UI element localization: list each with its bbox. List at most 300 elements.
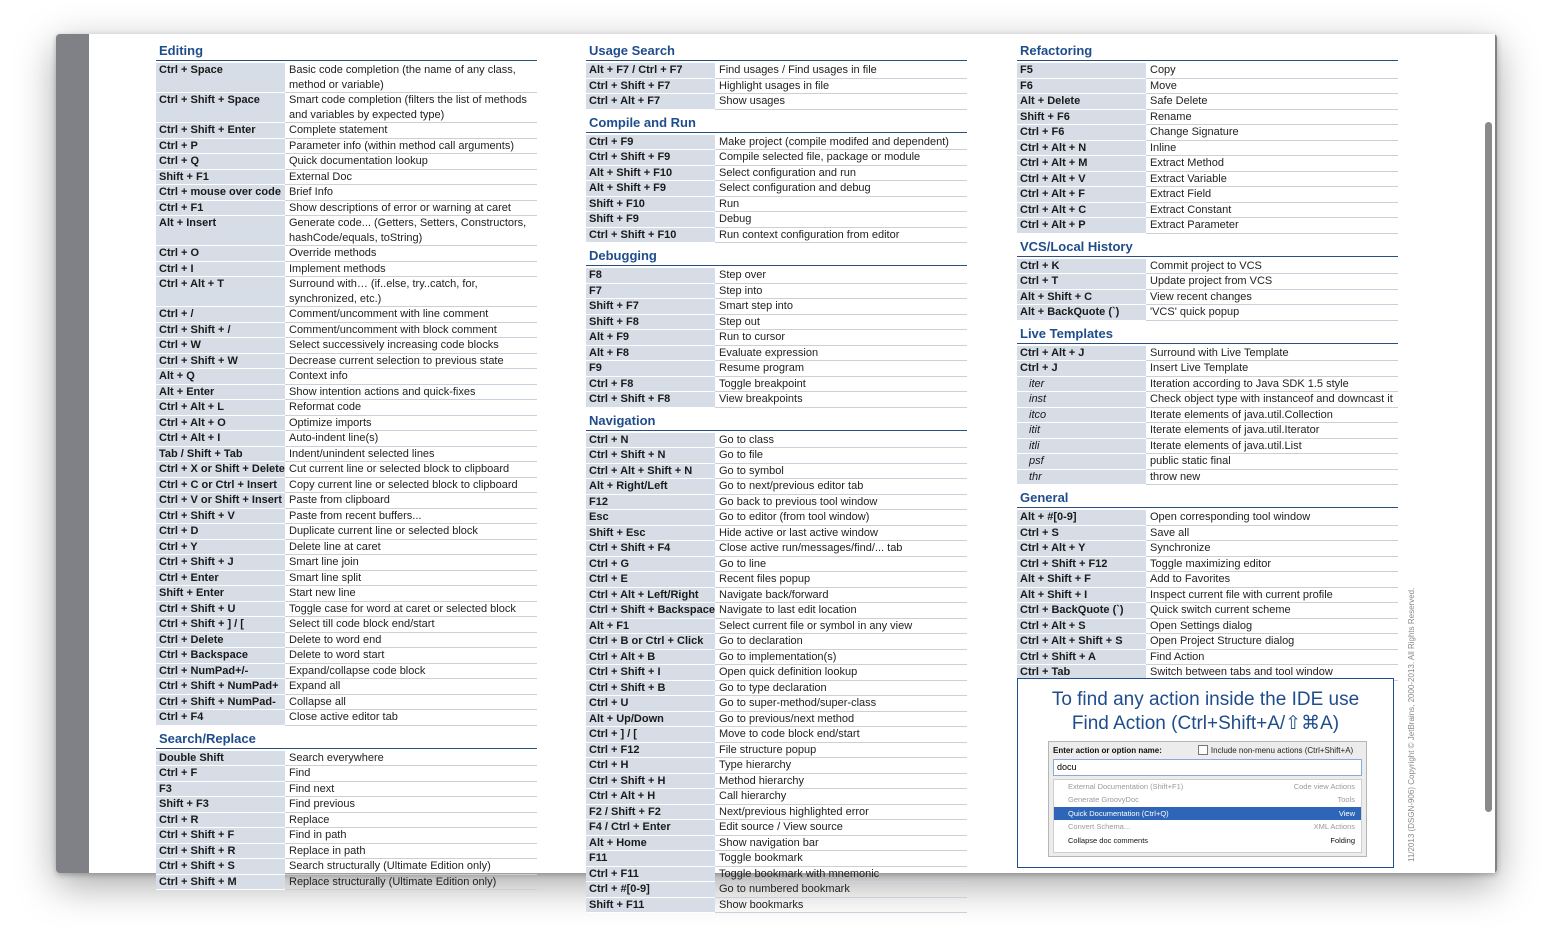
shortcut-row <box>586 197 967 213</box>
shortcut-row <box>586 346 967 362</box>
shortcut-row <box>1017 377 1398 393</box>
shortcut-description: Method hierarchy <box>715 774 967 790</box>
column-right <box>1017 42 1398 681</box>
shortcut-keys: thr <box>1017 470 1146 485</box>
shortcut-keys: Ctrl + H <box>586 758 715 773</box>
include-non-menu-checkbox[interactable] <box>1198 745 1208 755</box>
shortcut-row <box>156 431 537 447</box>
shortcut-description: Insert Live Template <box>1146 361 1398 377</box>
shortcut-keys: Ctrl + Alt + M <box>1017 156 1146 171</box>
shortcut-description: Context info <box>285 369 537 385</box>
shortcut-description: Type hierarchy <box>715 758 967 774</box>
shortcut-row <box>1017 305 1398 321</box>
checkbox-label: Include non-menu actions (Ctrl+Shift+A) <box>1210 745 1354 755</box>
shortcut-description: Iteration according to Java SDK 1.5 style <box>1146 377 1398 393</box>
shortcut-keys: Ctrl + Alt + F7 <box>586 94 715 109</box>
shortcut-description: Smart code completion (filters the list of methods and variables by expected type) <box>285 93 537 123</box>
shortcut-row <box>586 898 967 914</box>
shortcut-description: Iterate elements of java.util.Collection <box>1146 408 1398 424</box>
action-result-item[interactable] <box>1054 793 1361 806</box>
shortcut-description: Go to next/previous editor tab <box>715 479 967 495</box>
shortcut-row <box>156 416 537 432</box>
shortcut-keys: Ctrl + Alt + Shift + S <box>1017 634 1146 649</box>
shortcut-description: Show intention actions and quick-fixes <box>285 385 537 401</box>
shortcut-description: Show navigation bar <box>715 836 967 852</box>
shortcut-keys: F5 <box>1017 63 1146 78</box>
shortcut-keys: Ctrl + Shift + H <box>586 774 715 789</box>
shortcut-description: Extract Field <box>1146 187 1398 203</box>
shortcut-keys: Ctrl + Shift + F7 <box>586 79 715 94</box>
shortcut-description: Find previous <box>285 797 537 813</box>
shortcut-row <box>156 307 537 323</box>
shortcut-row <box>586 315 967 331</box>
shortcut-row <box>586 448 967 464</box>
shortcut-description: Parameter info (within method call arguments) <box>285 139 537 155</box>
shortcut-description: Quick documentation lookup <box>285 154 537 170</box>
shortcut-description: Select successively increasing code blocks <box>285 338 537 354</box>
action-result-item[interactable] <box>1054 780 1361 793</box>
shortcut-keys: Shift + F11 <box>586 898 715 913</box>
shortcut-description: Select current file or symbol in any view <box>715 619 967 635</box>
action-group: View <box>1338 808 1355 818</box>
shortcut-keys: Ctrl + N <box>586 433 715 448</box>
shortcut-description: Duplicate current line or selected block <box>285 524 537 540</box>
shortcut-description: Find <box>285 766 537 782</box>
shortcut-keys: Ctrl + #[0-9] <box>586 882 715 897</box>
shortcut-keys: Ctrl + Delete <box>156 633 285 648</box>
shortcut-description: Go to editor (from tool window) <box>715 510 967 526</box>
action-name: External Documentation (Shift+F1) <box>1068 782 1184 791</box>
shortcut-description: Complete statement <box>285 123 537 139</box>
shortcut-keys: Alt + Shift + F <box>1017 572 1146 587</box>
column-left <box>156 42 537 890</box>
shortcut-description: Change Signature <box>1146 125 1398 141</box>
shortcut-row <box>586 392 967 408</box>
shortcut-keys: Ctrl + F4 <box>156 710 285 725</box>
shortcut-keys: Shift + Esc <box>586 526 715 541</box>
shortcut-description: Run to cursor <box>715 330 967 346</box>
shortcut-description: Synchronize <box>1146 541 1398 557</box>
shortcut-keys: Ctrl + X or Shift + Delete <box>156 462 285 477</box>
shortcut-keys: Alt + Shift + C <box>1017 290 1146 305</box>
shortcut-keys: Ctrl + Alt + Left/Right <box>586 588 715 603</box>
shortcut-description: Replace <box>285 813 537 829</box>
shortcut-row <box>586 166 967 182</box>
shortcut-row <box>1017 526 1398 542</box>
shortcut-row <box>1017 572 1398 588</box>
shortcut-keys: Ctrl + S <box>1017 526 1146 541</box>
shortcut-row <box>586 805 967 821</box>
shortcut-keys: Ctrl + Shift + F8 <box>586 392 715 407</box>
shortcut-row <box>586 212 967 228</box>
shortcut-row <box>156 602 537 618</box>
action-group: Folding <box>1330 835 1355 845</box>
shortcut-row <box>156 323 537 339</box>
shortcut-row <box>1017 187 1398 203</box>
shortcut-description: Extract Constant <box>1146 203 1398 219</box>
shortcut-row <box>586 681 967 697</box>
shortcut-row <box>1017 259 1398 275</box>
shortcut-row <box>586 268 967 284</box>
shortcut-keys: Shift + F6 <box>1017 110 1146 125</box>
shortcut-row <box>586 665 967 681</box>
shortcut-keys: Ctrl + / <box>156 307 285 322</box>
shortcut-row <box>1017 541 1398 557</box>
shortcut-keys: Ctrl + Shift + I <box>586 665 715 680</box>
action-search-input[interactable]: docu <box>1053 759 1362 776</box>
shortcut-keys: Ctrl + Alt + V <box>1017 172 1146 187</box>
shortcut-row <box>156 201 537 217</box>
shortcut-row <box>1017 274 1398 290</box>
section-title: Live Templates <box>1017 325 1398 344</box>
shortcut-keys: Ctrl + Tab <box>1017 665 1146 680</box>
shortcut-keys: Ctrl + Shift + Space <box>156 93 285 122</box>
shortcut-row <box>156 400 537 416</box>
shortcut-keys: Ctrl + Backspace <box>156 648 285 663</box>
shortcut-description: Step out <box>715 315 967 331</box>
shortcut-row <box>156 555 537 571</box>
shortcut-row <box>156 813 537 829</box>
shortcut-description: Search everywhere <box>285 751 537 767</box>
section-title: Compile and Run <box>586 114 967 133</box>
shortcut-keys: Ctrl + Space <box>156 63 285 92</box>
shortcut-keys: Ctrl + ] / [ <box>586 727 715 742</box>
shortcut-row <box>1017 423 1398 439</box>
shortcut-row <box>1017 392 1398 408</box>
shortcut-description: Go to declaration <box>715 634 967 650</box>
action-result-item[interactable] <box>1054 820 1361 833</box>
shortcut-keys: Ctrl + Shift + Backspace <box>586 603 715 618</box>
shortcut-row <box>156 617 537 633</box>
shortcut-keys: itit <box>1017 423 1146 438</box>
shortcut-row <box>586 135 967 151</box>
shortcut-keys: F12 <box>586 495 715 510</box>
shortcut-description: Extract Variable <box>1146 172 1398 188</box>
shortcut-keys: itli <box>1017 439 1146 454</box>
shortcut-row <box>156 751 537 767</box>
action-result-item[interactable] <box>1054 834 1361 847</box>
shortcut-description: Evaluate expression <box>715 346 967 362</box>
shortcut-keys: Alt + Shift + F9 <box>586 181 715 196</box>
shortcut-keys: Ctrl + mouse over code <box>156 185 285 200</box>
shortcut-description: Safe Delete <box>1146 94 1398 110</box>
shortcut-keys: Alt + F9 <box>586 330 715 345</box>
shortcut-keys: Ctrl + F9 <box>586 135 715 150</box>
shortcut-description: View breakpoints <box>715 392 967 408</box>
shortcut-description: Replace in path <box>285 844 537 860</box>
shortcut-row <box>586 867 967 883</box>
shortcut-keys: Ctrl + Shift + M <box>156 875 285 890</box>
shortcut-description: Start new line <box>285 586 537 602</box>
shortcut-row <box>586 433 967 449</box>
shortcut-description: Check object type with instanceof and downcast it <box>1146 392 1398 408</box>
shortcut-keys: Ctrl + Shift + F12 <box>1017 557 1146 572</box>
shortcut-row <box>156 170 537 186</box>
promo-line-1: To find any action inside the IDE use <box>1051 689 1360 710</box>
scrollbar-thumb[interactable] <box>1485 122 1492 812</box>
shortcut-row <box>1017 557 1398 573</box>
shortcut-row <box>156 844 537 860</box>
shortcut-row <box>1017 79 1398 95</box>
shortcut-keys: Ctrl + F8 <box>586 377 715 392</box>
shortcut-keys: Ctrl + Y <box>156 540 285 555</box>
shortcut-row <box>156 93 537 123</box>
shortcut-row <box>156 875 537 891</box>
shortcut-keys: Ctrl + NumPad+/- <box>156 664 285 679</box>
shortcut-keys: F11 <box>586 851 715 866</box>
pdf-viewer-window <box>56 34 1497 911</box>
shortcut-keys: Ctrl + Shift + / <box>156 323 285 338</box>
shortcut-row <box>1017 603 1398 619</box>
shortcut-keys: Ctrl + F <box>156 766 285 781</box>
shortcut-keys: Ctrl + Shift + B <box>586 681 715 696</box>
shortcut-description: Commit project to VCS <box>1146 259 1398 275</box>
shortcut-keys: Shift + Enter <box>156 586 285 601</box>
shortcut-keys: Alt + Delete <box>1017 94 1146 109</box>
shortcut-row <box>586 228 967 244</box>
shortcut-keys: Ctrl + Shift + S <box>156 859 285 874</box>
shortcut-description: Switch between tabs and tool window <box>1146 665 1398 681</box>
shortcut-row <box>586 603 967 619</box>
shortcut-description: Move <box>1146 79 1398 95</box>
shortcut-row <box>1017 588 1398 604</box>
shortcut-keys: F7 <box>586 284 715 299</box>
shortcut-description: Open corresponding tool window <box>1146 510 1398 526</box>
shortcut-description: Show descriptions of error or warning at caret <box>285 201 537 217</box>
shortcut-row <box>156 246 537 262</box>
shortcut-row <box>1017 634 1398 650</box>
shortcut-description: Implement methods <box>285 262 537 278</box>
shortcut-row <box>1017 470 1398 486</box>
shortcut-keys: Shift + F3 <box>156 797 285 812</box>
shortcut-row <box>156 664 537 680</box>
shortcut-keys: Ctrl + P <box>156 139 285 154</box>
shortcut-row <box>586 851 967 867</box>
shortcut-row <box>586 727 967 743</box>
shortcut-row <box>1017 172 1398 188</box>
shortcut-keys: F6 <box>1017 79 1146 94</box>
shortcut-description: Surround with… (if..else, try..catch, for, synchronized, etc.) <box>285 277 537 307</box>
shortcut-row <box>1017 218 1398 234</box>
shortcut-keys: Shift + F9 <box>586 212 715 227</box>
shortcut-row <box>586 588 967 604</box>
shortcut-description: Surround with Live Template <box>1146 346 1398 362</box>
shortcut-description: Make project (compile modifed and dependent) <box>715 135 967 151</box>
shortcut-keys: Ctrl + J <box>1017 361 1146 376</box>
shortcut-description: Cut current line or selected block to clipboard <box>285 462 537 478</box>
shortcut-keys: F2 / Shift + F2 <box>586 805 715 820</box>
shortcut-keys: Shift + F1 <box>156 170 285 185</box>
shortcut-row <box>156 797 537 813</box>
shortcut-row <box>1017 650 1398 666</box>
shortcut-keys: Ctrl + Alt + S <box>1017 619 1146 634</box>
find-action-promo <box>1017 678 1394 868</box>
shortcut-row <box>156 447 537 463</box>
shortcut-row <box>156 782 537 798</box>
shortcut-keys: Ctrl + R <box>156 813 285 828</box>
shortcut-keys: Ctrl + Alt + I <box>156 431 285 446</box>
shortcut-row <box>156 679 537 695</box>
shortcut-description: View recent changes <box>1146 290 1398 306</box>
shortcut-row <box>1017 361 1398 377</box>
shortcut-description: Add to Favorites <box>1146 572 1398 588</box>
shortcut-description: Go to super-method/super-class <box>715 696 967 712</box>
shortcut-description: Indent/unindent selected lines <box>285 447 537 463</box>
shortcut-description: 'VCS' quick popup <box>1146 305 1398 321</box>
action-name: Generate GroovyDoc <box>1068 795 1139 805</box>
shortcut-keys: Ctrl + F12 <box>586 743 715 758</box>
shortcut-keys: Ctrl + F6 <box>1017 125 1146 140</box>
shortcut-description: Delete to word start <box>285 648 537 664</box>
shortcut-description: External Doc <box>285 170 537 186</box>
shortcut-row <box>586 510 967 526</box>
shortcut-keys: iter <box>1017 377 1146 392</box>
shortcut-row <box>156 586 537 602</box>
shortcut-description: Toggle case for word at caret or selected block <box>285 602 537 618</box>
section-title: Navigation <box>586 412 967 431</box>
shortcut-row <box>1017 510 1398 526</box>
shortcut-row <box>156 462 537 478</box>
shortcut-keys: Ctrl + Enter <box>156 571 285 586</box>
shortcut-description: Expand all <box>285 679 537 695</box>
shortcut-row <box>586 361 967 377</box>
shortcut-keys: itco <box>1017 408 1146 423</box>
shortcut-row <box>586 526 967 542</box>
shortcut-keys: Ctrl + I <box>156 262 285 277</box>
shortcut-row <box>586 479 967 495</box>
shortcut-description: Inline <box>1146 141 1398 157</box>
shortcut-row <box>1017 454 1398 470</box>
shortcut-row <box>156 478 537 494</box>
shortcut-keys: Ctrl + Alt + F <box>1017 187 1146 202</box>
column-middle <box>586 42 967 913</box>
shortcut-row <box>586 712 967 728</box>
shortcut-keys: Alt + Insert <box>156 216 285 245</box>
shortcut-row <box>156 828 537 844</box>
shortcut-keys: inst <box>1017 392 1146 407</box>
shortcut-keys: Ctrl + Shift + ] / [ <box>156 617 285 632</box>
shortcut-keys: Ctrl + Shift + F10 <box>586 228 715 243</box>
shortcut-description: Hide active or last active window <box>715 526 967 542</box>
shortcut-keys: F4 / Ctrl + Enter <box>586 820 715 835</box>
shortcut-row <box>586 743 967 759</box>
shortcut-description: Find usages / Find usages in file <box>715 63 967 79</box>
shortcut-description: Next/previous highlighted error <box>715 805 967 821</box>
shortcut-keys: F9 <box>586 361 715 376</box>
shortcut-description: Replace structurally (Ultimate Edition only) <box>285 875 537 891</box>
shortcut-description: Comment/uncomment with line comment <box>285 307 537 323</box>
shortcut-description: Select configuration and debug <box>715 181 967 197</box>
shortcut-row <box>586 330 967 346</box>
shortcut-row <box>1017 141 1398 157</box>
shortcut-description: Delete line at caret <box>285 540 537 556</box>
shortcut-description: Run <box>715 197 967 213</box>
shortcut-row <box>586 836 967 852</box>
shortcut-row <box>156 766 537 782</box>
shortcut-keys: Ctrl + Q <box>156 154 285 169</box>
shortcut-row <box>156 185 537 201</box>
shortcut-keys: Esc <box>586 510 715 525</box>
shortcut-row <box>1017 203 1398 219</box>
shortcut-description: Go to line <box>715 557 967 573</box>
shortcut-row <box>156 262 537 278</box>
shortcut-row <box>586 299 967 315</box>
shortcut-row <box>156 540 537 556</box>
shortcut-description: Run context configuration from editor <box>715 228 967 244</box>
shortcut-description: Close active run/messages/find/... tab <box>715 541 967 557</box>
section-title: Debugging <box>586 247 967 266</box>
shortcut-description: Quick switch current scheme <box>1146 603 1398 619</box>
shortcut-keys: Ctrl + Shift + R <box>156 844 285 859</box>
shortcut-keys: Ctrl + Shift + N <box>586 448 715 463</box>
shortcut-description: Smart line split <box>285 571 537 587</box>
shortcut-keys: Ctrl + Alt + H <box>586 789 715 804</box>
shortcut-description: Show bookmarks <box>715 898 967 914</box>
shortcut-description: Collapse all <box>285 695 537 711</box>
shortcut-description: Inspect current file with current profile <box>1146 588 1398 604</box>
shortcut-description: Update project from VCS <box>1146 274 1398 290</box>
shortcut-row <box>156 524 537 540</box>
vertical-scrollbar[interactable] <box>1484 34 1495 873</box>
shortcut-row <box>156 695 537 711</box>
shortcut-description: Reformat code <box>285 400 537 416</box>
shortcut-description: Step into <box>715 284 967 300</box>
shortcut-row <box>156 63 537 93</box>
shortcut-keys: Ctrl + W <box>156 338 285 353</box>
shortcut-description: Extract Method <box>1146 156 1398 172</box>
shortcut-keys: Alt + Q <box>156 369 285 384</box>
shortcut-row <box>1017 439 1398 455</box>
shortcut-row <box>1017 156 1398 172</box>
shortcut-row <box>586 696 967 712</box>
shortcut-keys: Ctrl + C or Ctrl + Insert <box>156 478 285 493</box>
shortcut-row <box>586 882 967 898</box>
shortcut-description: Delete to word end <box>285 633 537 649</box>
section-title: Refactoring <box>1017 42 1398 61</box>
shortcut-keys: Ctrl + Shift + A <box>1017 650 1146 665</box>
shortcut-description: Show usages <box>715 94 967 110</box>
shortcut-keys: Ctrl + F11 <box>586 867 715 882</box>
section-title: VCS/Local History <box>1017 238 1398 257</box>
shortcut-description: Find in path <box>285 828 537 844</box>
shortcut-row <box>586 789 967 805</box>
shortcut-description: Override methods <box>285 246 537 262</box>
shortcut-keys: Ctrl + Shift + J <box>156 555 285 570</box>
shortcut-row <box>586 634 967 650</box>
shortcut-keys: Ctrl + Shift + U <box>156 602 285 617</box>
shortcut-keys: Ctrl + Alt + P <box>1017 218 1146 233</box>
cheatsheet-page <box>89 34 1484 911</box>
shortcut-description: Go to type declaration <box>715 681 967 697</box>
shortcut-description: Open Project Structure dialog <box>1146 634 1398 650</box>
shortcut-description: Optimize imports <box>285 416 537 432</box>
shortcut-keys: Alt + Up/Down <box>586 712 715 727</box>
shortcut-row <box>586 650 967 666</box>
shortcut-keys: Ctrl + Shift + F <box>156 828 285 843</box>
shortcut-keys: Alt + F8 <box>586 346 715 361</box>
action-result-item[interactable] <box>1054 807 1361 820</box>
shortcut-description: Close active editor tab <box>285 710 537 726</box>
shortcut-description: Extract Parameter <box>1146 218 1398 234</box>
shortcut-description: Navigate to last edit location <box>715 603 967 619</box>
promo-line-2: Find Action (Ctrl+Shift+A/⇧⌘A) <box>1071 713 1340 734</box>
shortcut-keys: Alt + Shift + F10 <box>586 166 715 181</box>
shortcut-keys: Ctrl + Shift + NumPad+ <box>156 679 285 694</box>
shortcut-description: Go to class <box>715 433 967 449</box>
shortcut-keys: Alt + Right/Left <box>586 479 715 494</box>
shortcut-keys: Ctrl + B or Ctrl + Click <box>586 634 715 649</box>
shortcut-description: Decrease current selection to previous state <box>285 354 537 370</box>
